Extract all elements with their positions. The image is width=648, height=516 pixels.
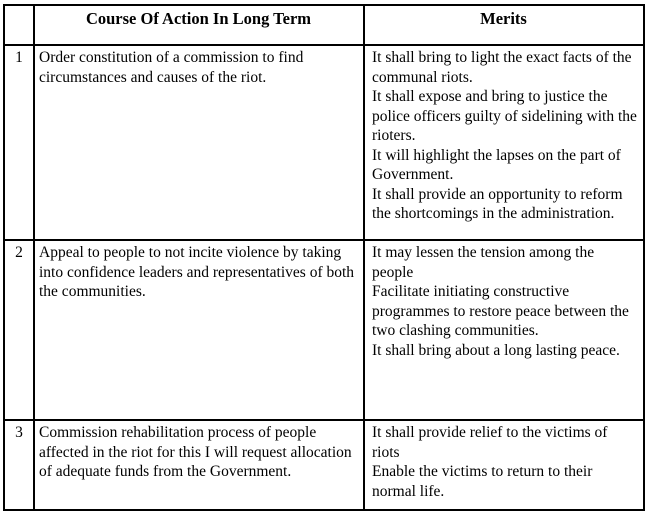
merits-cell [364, 240, 644, 420]
merit-item: It shall provide an opportunity to reform the shortcomings in the administration. [372, 185, 623, 223]
header-row [4, 5, 644, 45]
table-row [4, 240, 644, 420]
course-of-action-cell: Order constitution of a commission to find circumstances and causes of the riot. [34, 45, 364, 240]
merit-item: Enable the victims to return to their normal life. [372, 463, 593, 500]
row-number: 1 [4, 45, 34, 240]
course-of-action-cell: Commission rehabilitation process of people affected in the riot for this I will request allocation of adequate funds from the Government. [34, 420, 364, 510]
header-cell-merits: Merits [364, 5, 644, 45]
course-of-action-cell: Appeal to people to not incite violence by taking into confidence leaders and representatives of both the communities. [34, 240, 364, 420]
merit-item: It shall bring to light the exact facts of the communal riots. [372, 49, 632, 86]
long-term-course-of-action-table [3, 4, 645, 511]
table-row [4, 45, 644, 240]
merit-item: It may lessen the tension among the people [372, 244, 595, 281]
header-cell-course-of-action: Course Of Action In Long Term [34, 5, 364, 45]
merit-item: Facilitate initiating constructive programmes to restore peace between the two clashing communities. [372, 283, 629, 340]
table-row [4, 420, 644, 510]
merit-item: It shall bring about a long lasting peace. [372, 341, 620, 359]
merit-item: It will highlight the lapses on the part of Government. [372, 146, 621, 184]
merits-cell [364, 420, 644, 510]
row-number: 3 [4, 420, 34, 510]
row-number: 2 [4, 240, 34, 420]
header-cell-number [4, 5, 34, 45]
merit-item: It shall expose and bring to justice the police officers guilty of sidelining with the rioters. [372, 88, 637, 145]
merit-item: It shall provide relief to the victims of riots [372, 424, 608, 461]
merits-cell [364, 45, 644, 240]
